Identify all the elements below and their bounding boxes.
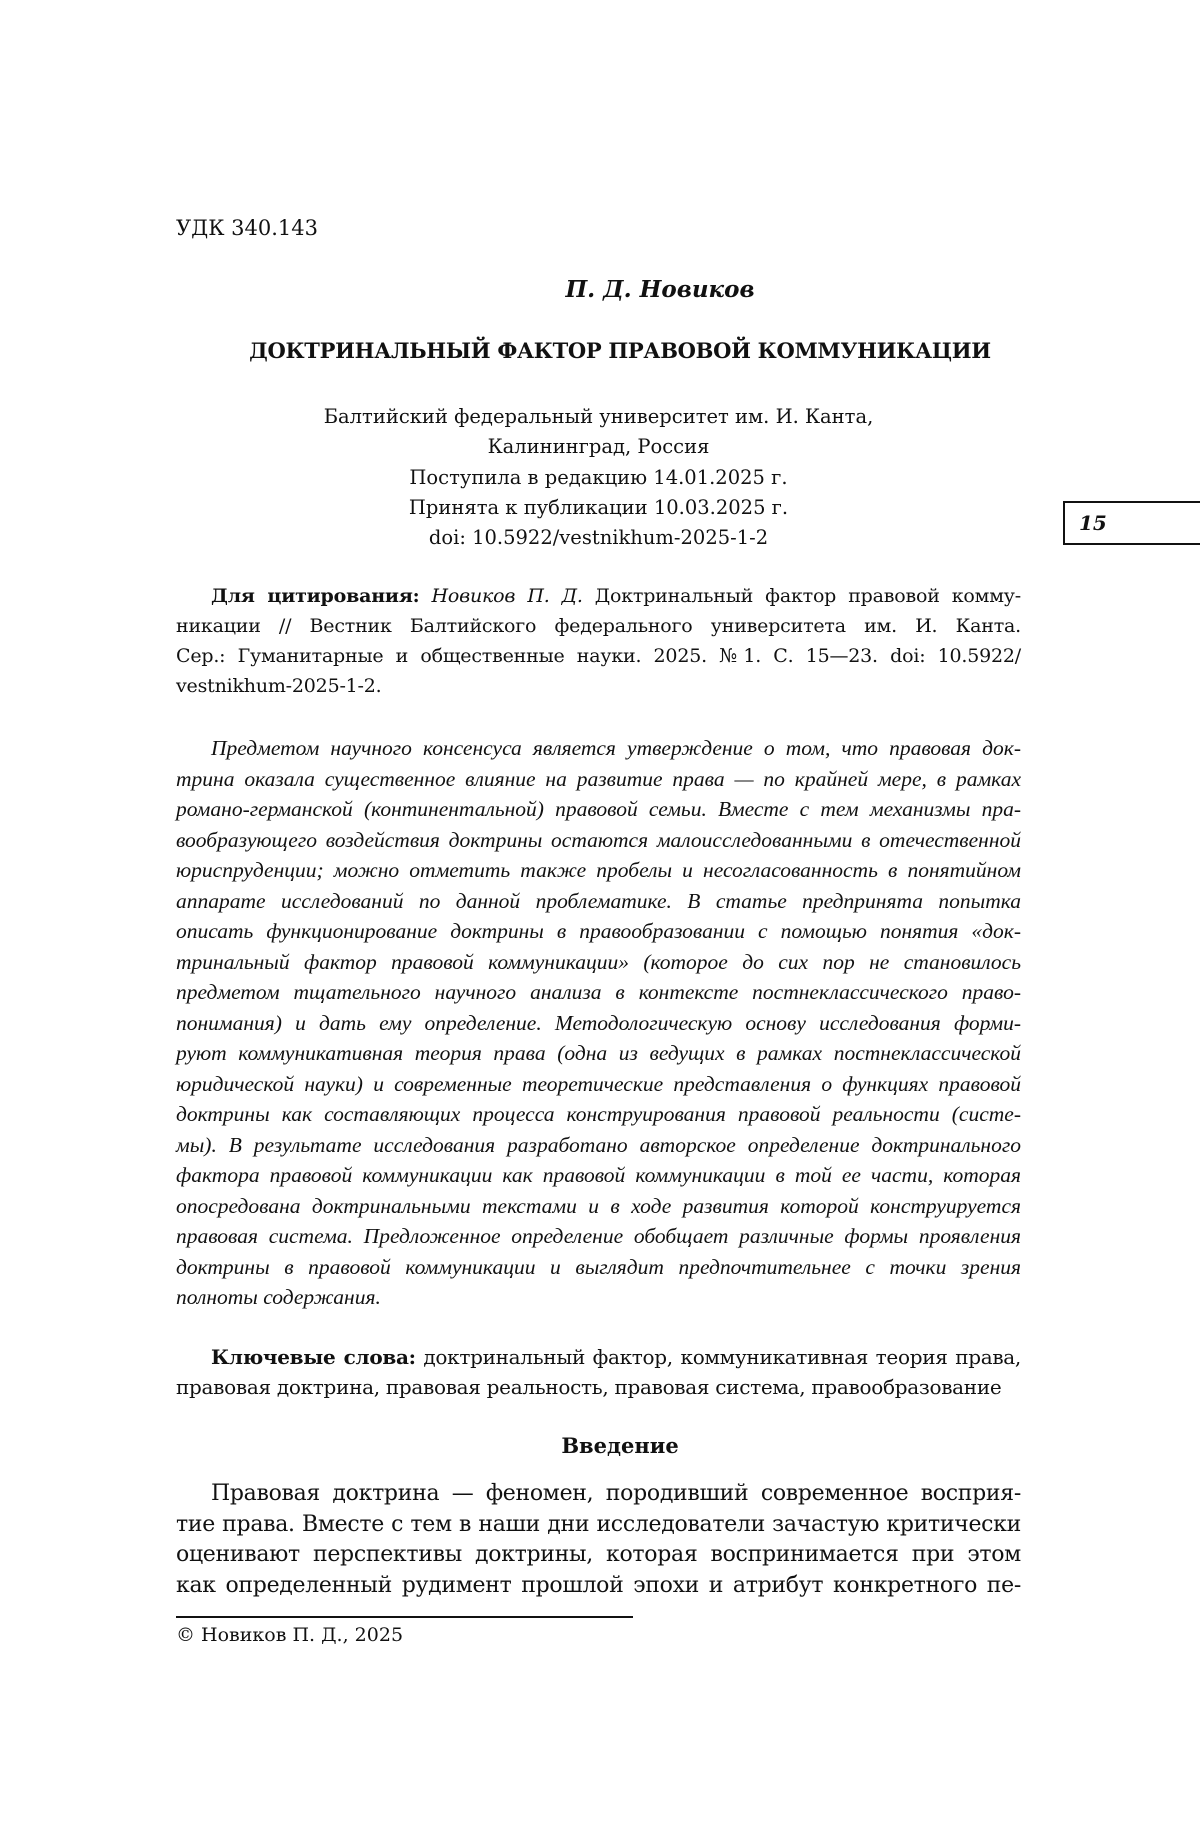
author-name: П. Д. Новиков [565, 276, 755, 303]
citation-line: никации // Вестник Балтийского федерального университета им. И. Канта. [176, 615, 1021, 637]
text-line: оценивают перспективы доктрины, которая воспринимается при этом [176, 1542, 1021, 1567]
section-heading: Введение [561, 1433, 679, 1458]
text-line: аппарате исследований по данной проблематике. В статье предпринята попытка [176, 888, 1021, 913]
text-line: описать функционирование доктрины в правообразовании с помощью понятия «док- [176, 919, 1021, 943]
text-line: как определенный рудимент прошлой эпохи и атрибут конкретного пе- [176, 1572, 1021, 1598]
citation-label: Для цитирования: [211, 585, 420, 607]
citation-line [211, 585, 1021, 607]
text-line: предметом тщательного научного анализа в контексте постнеклассического право- [176, 980, 1021, 1004]
udc-code: УДК 340.143 [176, 216, 319, 240]
citation-line: Сер.: Гуманитарные и общественные науки. 2025. №1. С. 15—23. doi: 10.5922/ [176, 645, 1021, 667]
keywords-line [211, 1345, 1021, 1369]
affiliation-university: Балтийский федеральный университет им. И. Канта, [323, 405, 874, 428]
text-line: опосредована доктринальными текстами и в ходе развития которой конструируется [176, 1193, 1021, 1218]
text-line: тие права. Вместе с тем в наши дни исследователи зачастую критически [176, 1511, 1021, 1537]
copyright: © Новиков П. Д., 2025 [176, 1624, 404, 1646]
affiliation-block [176, 402, 1021, 553]
text-line: правовая система. Предложенное определение обобщает различные формы проявления [176, 1224, 1021, 1248]
text-line: фактора правовой коммуникации как правовой коммуникации в той ее части, которая [176, 1163, 1021, 1187]
text-line: трина оказала существенное влияние на развитие права — по крайней мере, в рамках [176, 766, 1021, 791]
text-line: юриспруденции; можно отметить также пробелы и несогласованность в понятийном [176, 858, 1021, 882]
text-line: вообразующего воздействия доктрины остаются малоисследованными в отечественной [176, 827, 1021, 852]
keywords-line: правовая доктрина, правовая реальность, правовая система, правообразование [176, 1375, 1002, 1399]
article-title: ДОКТРИНАЛЬНЫЙ ФАКТОР ПРАВОВОЙ КОММУНИКАЦИИ [249, 338, 991, 363]
received-date: Поступила в редакцию 14.01.2025 г. [409, 465, 788, 489]
citation-line: vestnikhum-2025-1-2. [176, 675, 382, 697]
text-line: понимания) и дать ему определение. Методологическую основу исследования форми- [176, 1010, 1021, 1035]
citation-author: Новиков П. Д. [431, 585, 583, 607]
citation-text: Доктринальный фактор правовой комму- [594, 585, 1022, 607]
text-line: Предметом научного консенсуса является утверждение о том, что правовая док- [211, 736, 1021, 760]
text-line: романо-германской (континентальной) правовой семьи. Вместе с тем механизмы пра- [176, 797, 1021, 821]
text-line: доктрины как составляющих процесса конструирования правовой реальности (систе- [176, 1102, 1021, 1126]
keywords-label: Ключевые слова: [211, 1345, 416, 1369]
text-line: доктрины в правовой коммуникации и выглядит предпочтительнее с точки зрения [176, 1254, 1021, 1279]
text-line: тринальный фактор правовой коммуникации» (которое до сих пор не становилось [176, 949, 1021, 974]
accepted-date: Принята к публикации 10.03.2025 г. [408, 495, 789, 519]
page-number [1063, 501, 1200, 545]
text-line: юридической науки) и современные теоретические представления о функциях правовой [176, 1071, 1021, 1096]
text-line: полноты содержания. [176, 1285, 381, 1309]
footnote-divider [176, 1616, 633, 1618]
page-number-text: 15 [1079, 511, 1107, 535]
doi: doi: 10.5922/vestnikhum-2025-1-2 [428, 526, 769, 550]
keywords-text: доктринальный фактор, коммуникативная теория права, [423, 1345, 1021, 1369]
text-line: руют коммуникативная теория права (одна из ведущих в рамках постнеклассической [176, 1041, 1021, 1065]
text-line: Правовая доктрина — феномен, породивший современное восприя- [211, 1481, 1021, 1506]
text-line: мы). В результате исследования разработано авторское определение доктринального [176, 1132, 1021, 1157]
affiliation-city: Калининград, Россия [487, 435, 710, 459]
